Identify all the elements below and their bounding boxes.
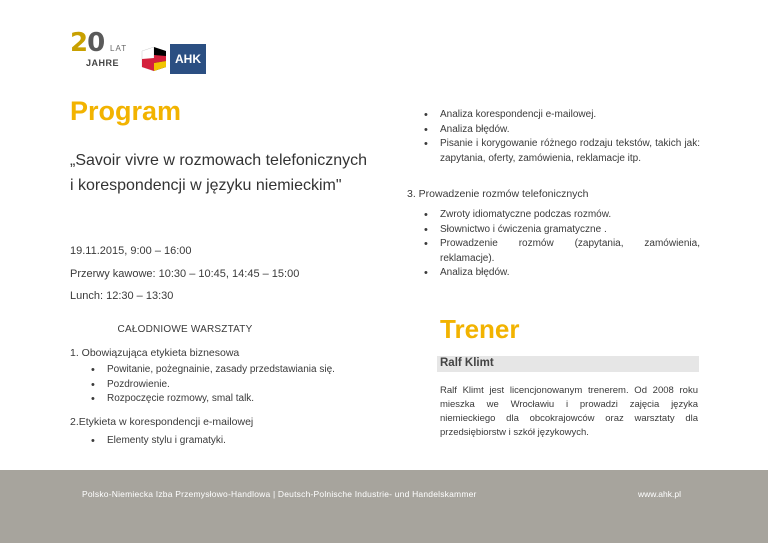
coffee-breaks: Przerwy kawowe: 10:30 – 10:45, 14:45 – 15:00 <box>70 268 300 280</box>
list-item: • Rozpoczęcie rozmowy, smal talk. <box>87 392 377 407</box>
event-title: „Savoir vivre w rozmowach telefonicznych i korespondencji w języku niemieckim" <box>70 152 367 194</box>
lunch-time: Lunch: 12:30 – 13:30 <box>70 290 174 302</box>
footer <box>0 470 768 543</box>
workshops-title: CAŁODNIOWE WARSZTATY <box>117 324 253 335</box>
section-heading-2: 2.Etykieta w korespondencji e-mailowej <box>70 416 254 428</box>
trainer-title: Trener <box>440 314 520 344</box>
list-item: • Pisanie i korygowanie różnego rodzaju tekstów, takich jak: zapytania, oferty, zamówienia, reklamacje itp. <box>420 137 700 166</box>
list-item: • Zwroty idiomatyczne podczas rozmów. <box>420 208 700 223</box>
section-heading-1: 1. Obowiązująca etykieta biznesowa <box>70 347 240 359</box>
logo-jahre-label: JAHRE <box>86 58 120 68</box>
program-title: Program <box>70 96 182 126</box>
logo-20-years: 20 <box>70 28 105 58</box>
list-item: • Prowadzenie rozmów (zapytania, zamówienia, reklamacje). <box>420 237 700 266</box>
logo-lat-label: LAT <box>110 44 128 53</box>
list-item: • Powitanie, pożegnainie, zasady przedstawiania się. <box>87 363 377 378</box>
footer-text: Polsko-Niemiecka Izba Przemysłowo-Handlowa | Deutsch-Polnische Industrie- und Handelskammer <box>82 489 477 499</box>
flag-icon <box>140 45 168 73</box>
trainer-name: Ralf Klimt <box>440 357 494 369</box>
list-item: • Pozdrowienie. <box>87 378 377 393</box>
trainer-bio: Ralf Klimt jest licencjonowanym trenerem. Od 2008 roku mieszka we Wrocławiu i prowadzi zajęcia języka niemieckiego dla obcokrajowców oraz warsztaty dla przedsiębiorstw i szkół językowych. <box>440 385 698 438</box>
list-item: • Analiza błędów. <box>420 123 700 138</box>
section-2-list <box>87 434 377 449</box>
section-2-continued-list <box>420 108 700 166</box>
list-item: • Analiza błędów. <box>420 266 700 281</box>
section-3-list <box>420 208 700 281</box>
footer-url: www.ahk.pl <box>638 489 681 499</box>
section-heading-3: 3. Prowadzenie rozmów telefonicznych <box>407 188 589 200</box>
list-item: • Analiza korespondencji e-mailowej. <box>420 108 700 123</box>
list-item: • Elementy stylu i gramatyki. <box>87 434 377 449</box>
list-item: • Słownictwo i ćwiczenia gramatyczne . <box>420 223 700 238</box>
event-date: 19.11.2015, 9:00 – 16:00 <box>70 245 192 257</box>
logo <box>70 30 210 78</box>
ahk-logo: AHK <box>170 44 206 74</box>
section-1-list <box>87 363 377 407</box>
